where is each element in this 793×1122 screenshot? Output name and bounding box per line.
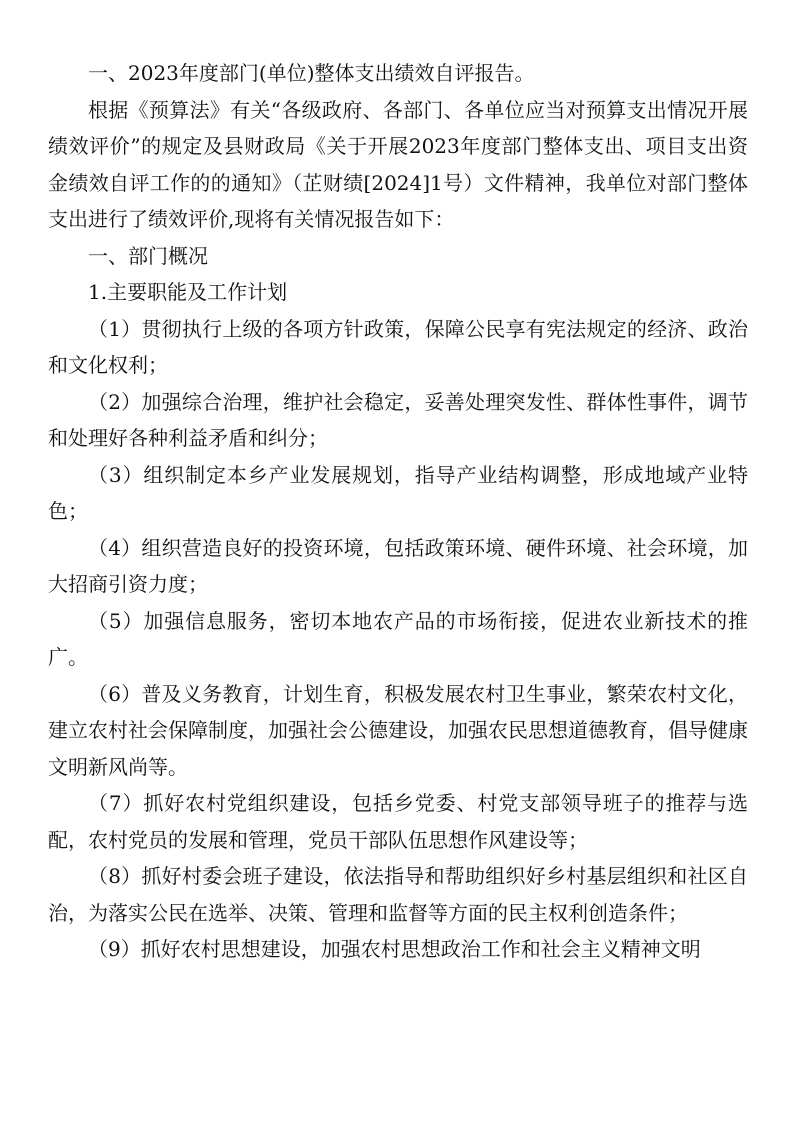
subsection-heading-functions: 1.主要职能及工作计划 xyxy=(88,280,288,304)
function-item-3: （3）组织制定本乡产业发展规划，指导产业结构调整，形成地域产业特色； xyxy=(48,462,748,523)
report-title-line: 一、2023年度部门(单位)整体支出绩效自评报告。 xyxy=(88,61,535,85)
function-item-7: （7）抓好农村党组织建设，包括乡党委、村党支部领导班子的推荐与选配，农村党员的发展和管理，党员干部队伍思想作风建设等； xyxy=(48,791,748,852)
function-item-5: （5）加强信息服务，密切本地农产品的市场衔接，促进农业新技术的推广。 xyxy=(48,608,748,669)
function-item-2: （2）加强综合治理，维护社会稳定，妥善处理突发性、群体性事件，调节和处理好各种利益矛盾和纠分； xyxy=(48,389,748,450)
function-item-9: （9）抓好农村思想建设，加强农村思想政治工作和社会主义精神文明 xyxy=(88,937,701,961)
function-item-6: （6）普及义务教育，计划生育，积极发展农村卫生事业，繁荣农村文化，建立农村社会保障制度，加强社会公德建设，加强农民思想道德教育，倡导健康文明新风尚等。 xyxy=(48,681,748,779)
section-heading-overview: 一、部门概况 xyxy=(88,243,208,268)
function-item-8: （8）抓好村委会班子建设，依法指导和帮助组织好乡村基层组织和社区自治，为落实公民在选举、决策、管理和监督等方面的民主权利创造条件； xyxy=(48,864,748,925)
function-item-4: （4）组织营造良好的投资环境，包括政策环境、硬件环境、社会环境，加大招商引资力度； xyxy=(48,535,748,596)
intro-paragraph: 根据《预算法》有关“各级政府、各部门、各单位应当对预算支出情况开展绩效评价”的规定及县财政局《关于开展2023年度部门整体支出、项目支出资金绩效自评工作的的通知》（芷财绩[2024]1号）文件精神，我单位对部门整体支出进行了绩效评价,现将有关情况报告如下： xyxy=(48,97,748,231)
document-body xyxy=(48,55,748,968)
function-item-1: （1）贯彻执行上级的各项方针政策，保障公民享有宪法规定的经济、政治和文化权利； xyxy=(48,316,748,377)
